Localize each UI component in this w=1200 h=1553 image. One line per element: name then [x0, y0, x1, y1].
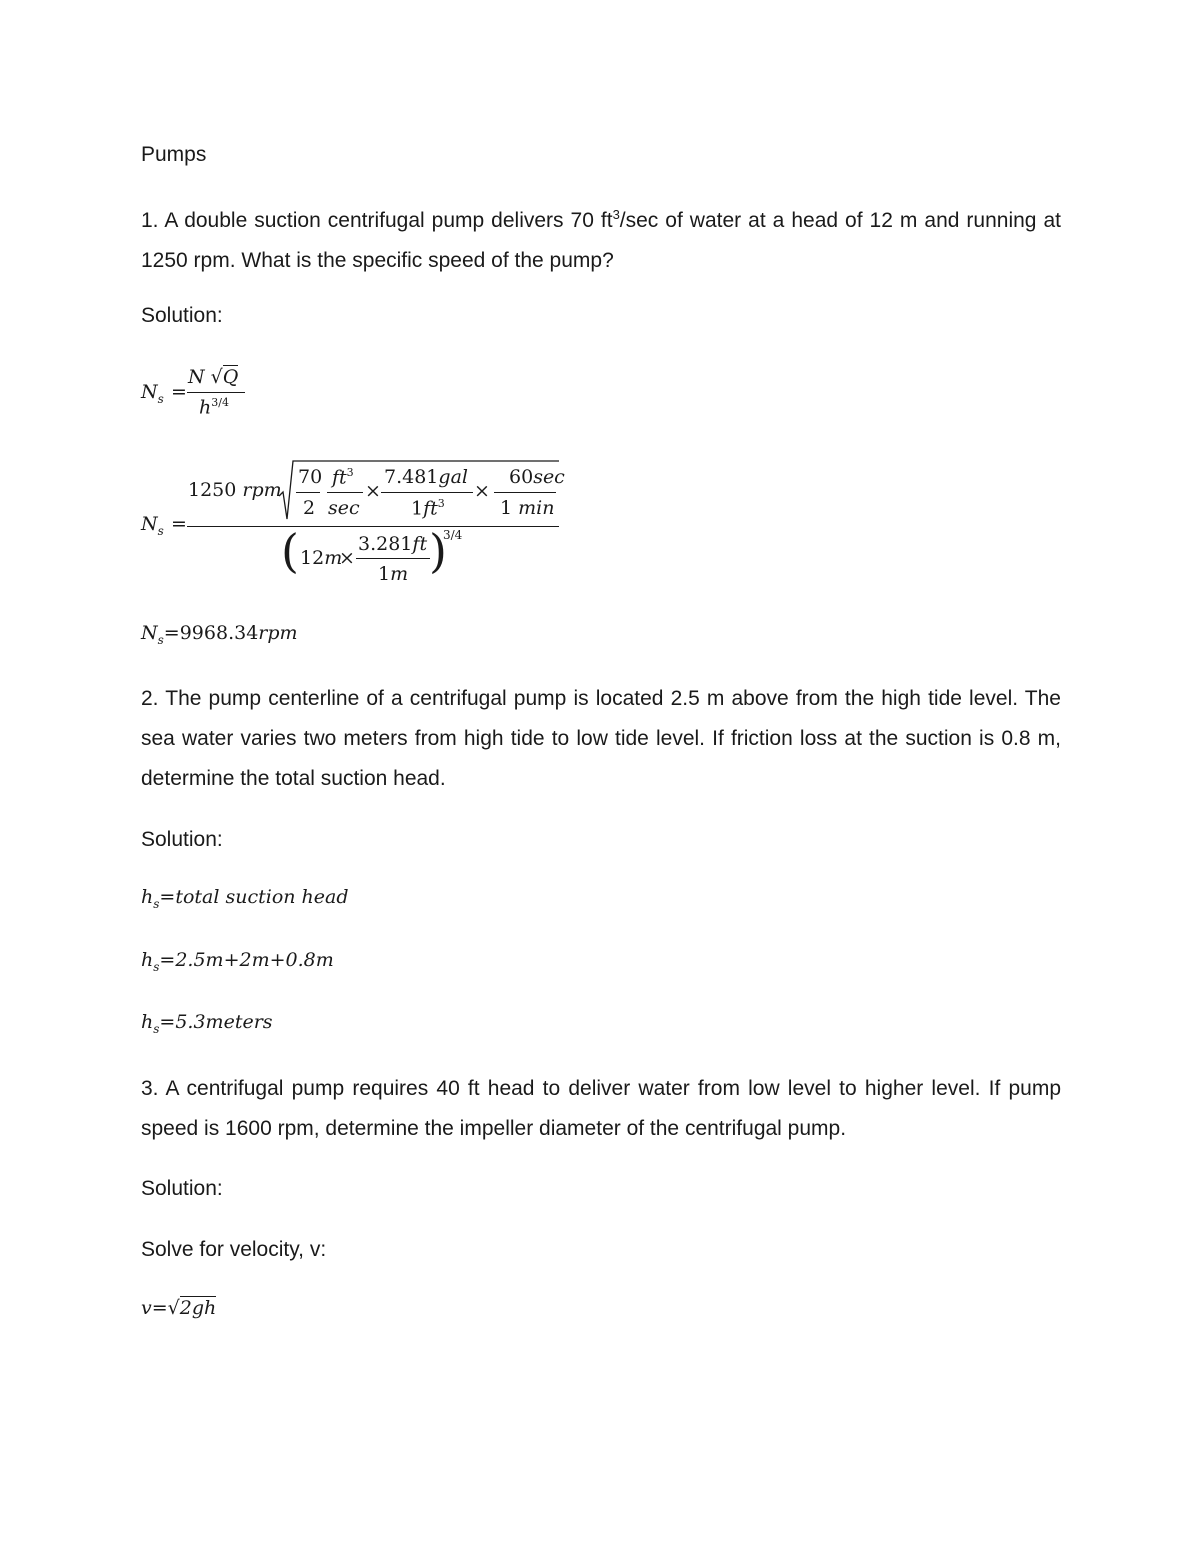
eq7-lhs: v: [141, 1297, 152, 1319]
eq1-fraction-bar: [187, 392, 245, 393]
eq1-numerator: N √Q: [188, 366, 239, 388]
eq3-lhs: N: [141, 622, 158, 644]
equation-specific-speed-substitution: [141, 458, 571, 593]
eq1-equals: =: [171, 381, 187, 403]
eq3-rhs-value: =9968.34: [163, 622, 259, 644]
equation-total-suction-head-sum: $h_s=2.5m+2m+0.8m$: [141, 949, 334, 974]
eq2-d-frac-bar: [356, 558, 430, 559]
problem-1-text-before: 1. A double suction centrifugal pump delivers 70 ft: [141, 209, 613, 232]
eq7-equals: =: [151, 1297, 168, 1319]
problem-1-text-after: /sec of water at a head of 12 m and running at 1250 rpm. What is the specific speed of the pump?: [141, 209, 1061, 272]
eq2-f1-bar: [296, 492, 320, 493]
page-title: Pumps: [141, 143, 207, 166]
eq7-radical: √: [167, 1297, 180, 1319]
eq3-rhs-unit: rpm: [258, 622, 298, 644]
eq2-times-2: ×: [474, 480, 490, 502]
eq1-lhs: $N_s$: [141, 381, 164, 406]
eq2-f2-bar: [327, 492, 363, 493]
eq2-f3-num: 7.481gal: [384, 466, 468, 488]
eq2-f1-num: 70: [298, 466, 323, 488]
eq2-f3-den: $1ft^3$: [411, 497, 445, 520]
eq2-f4-bar: [494, 492, 556, 493]
eq4-rhs: =total suction head: [159, 886, 349, 908]
eq2-d-exponent: 3/4: [443, 528, 463, 542]
eq7-radicand: 2gh: [179, 1297, 217, 1319]
eq3-lhs-sub: s: [157, 633, 164, 647]
eq2-d-frac-den: 1m: [378, 563, 409, 585]
eq2-speed: 1250 rpm: [188, 479, 282, 501]
problem-1-text: [141, 195, 1061, 281]
equation-total-suction-head-definition: $h_s=total$ suction head: [141, 886, 349, 911]
eq5-rhs: =2.5m+2m+0.8m: [159, 949, 334, 971]
eq2-right-paren: ): [429, 524, 447, 578]
equation-specific-speed-result: [141, 622, 298, 647]
eq2-left-paren: (: [281, 524, 299, 578]
eq2-d-value: 12m: [300, 547, 343, 569]
equation-total-suction-head-result: $h_s=5.3meters$: [141, 1011, 273, 1036]
problem-2-text: 2. The pump centerline of a centrifugal pump is located 2.5 m above from the high tide level. The sea water varies two meters from high tide to low tide level. If friction loss at the suction is 0.8 m, determine the total suction head.: [141, 687, 1061, 790]
equation-specific-speed: [141, 365, 261, 425]
equation-velocity: [141, 1297, 216, 1319]
eq6-rhs: =5.3meters: [159, 1011, 273, 1033]
eq2-f1-den: 2: [303, 497, 316, 519]
eq2-lhs: $N_s$: [141, 513, 164, 538]
eq2-equals: =: [171, 513, 187, 535]
solution-label-2: Solution:: [141, 828, 223, 851]
eq2-d-frac-num: 3.281ft: [358, 533, 428, 555]
eq2-f4-den: 1 min: [500, 497, 555, 519]
eq2-f4-num: 60sec: [509, 466, 565, 488]
eq2-times-1: ×: [365, 480, 381, 502]
velocity-label: Solve for velocity, v:: [141, 1238, 327, 1261]
eq2-times-3: ×: [339, 547, 355, 569]
problem-1-superscript: 3: [612, 207, 620, 222]
eq2-f2-num: $ft^3$: [332, 466, 354, 489]
solution-label-3: Solution:: [141, 1177, 223, 1200]
eq2-f2-den: sec: [328, 497, 360, 519]
eq1-denominator: $h^{3/4}$: [199, 396, 229, 419]
eq2-main-fraction-bar: [187, 526, 559, 527]
problem-3-text: 3. A centrifugal pump requires 40 ft head to deliver water from low level to higher level. If pump speed is 1600 rpm, determine the impeller diameter of the centrifugal pump.: [141, 1077, 1061, 1140]
eq2-f3-bar: [381, 492, 473, 493]
solution-label-1: Solution:: [141, 304, 223, 327]
